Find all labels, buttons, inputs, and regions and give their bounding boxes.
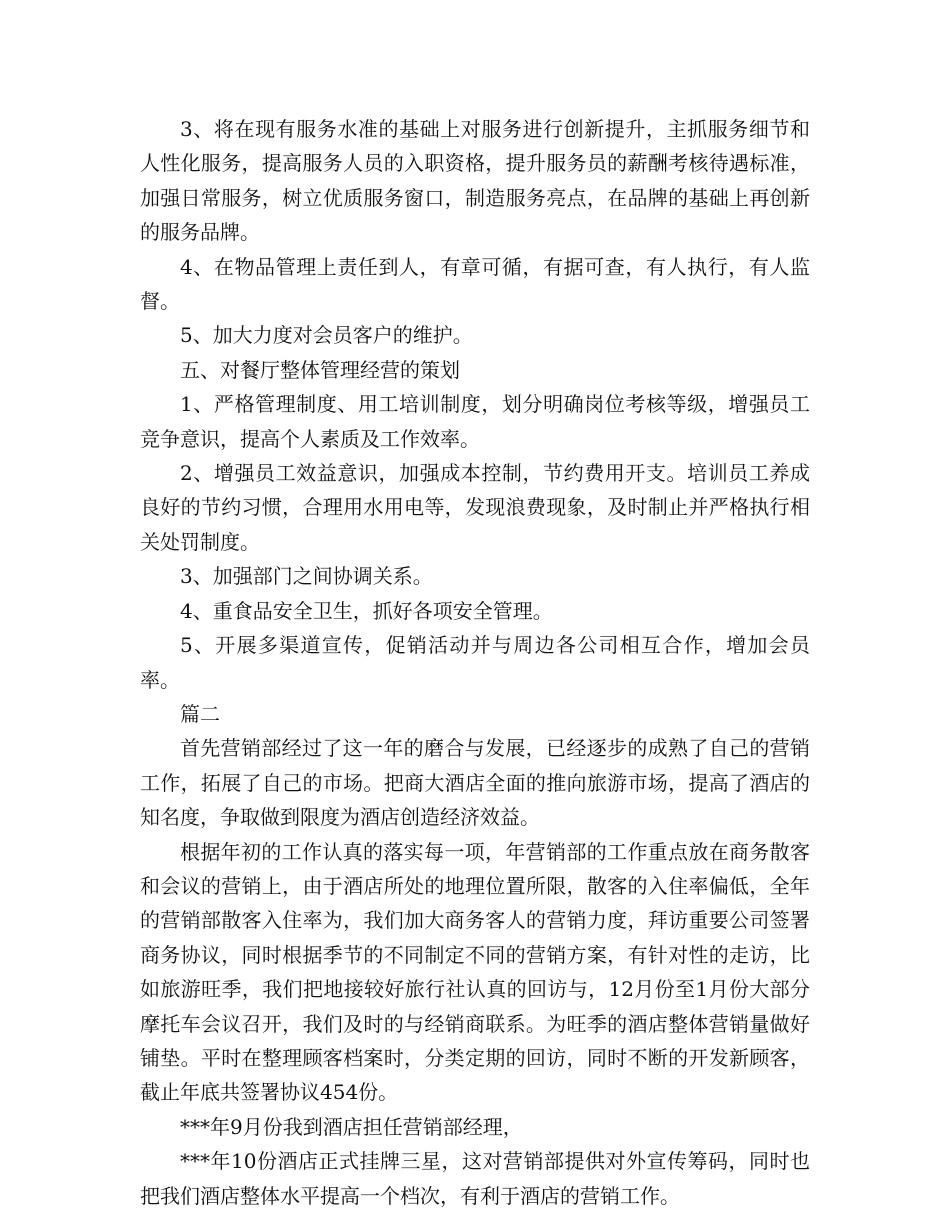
paragraph-annual-work: 根据年初的工作认真的落实每一项，年营销部的工作重点放在商务散客和会议的营销上，由于酒店所处的地理位置所限，散客的入住率偏低，全年的营销部散客入住率为，我们加大商务客人的营销力度，拜访重要公司签署商务协议，同时根据季节的不同制定不同的营销方案，有针对性的走访，比如旅游旺季，我们把地接较好旅行社认真的回访与，12月份至1月份大部分摩托车会议召开，我们及时的与经销商联系。为旺季的酒店整体营销量做好铺垫。平时在整理顾客档案时，分类定期的回访，同时不断的开发新顾客，截止年底共签署协议454份。: [140, 839, 810, 1105]
paragraph-marketing-development: 首先营销部经过了这一年的磨合与发展，已经逐步的成熟了自己的营销工作，拓展了自己的市场。把商大酒店全面的推向旅游市场，提高了酒店的知名度，争取做到限度为酒店创造经济效益。: [140, 736, 810, 830]
paragraph-department-coordination: 3、加强部门之间协调关系。: [180, 564, 433, 589]
paragraph-cost-control: 2、增强员工效益意识，加强成本控制，节约费用开支。培训员工养成良好的节约习惯，合理用水用电等，发现浪费现象，及时制止并严格执行相关处罚制度。: [140, 461, 810, 554]
paragraph-member-maintenance: 5、加大力度对会员客户的维护。: [180, 323, 473, 348]
paragraph-three-star: ***年10份酒店正式挂牌三星，这对营销部提供对外宣传筹码，同时也把我们酒店整体水平提高一个档次，有利于酒店的营销工作。: [140, 1149, 810, 1208]
paragraph-appointment: ***年9月份我到酒店担任营销部经理，: [180, 1114, 523, 1139]
paragraph-service-innovation: 3、将在现有服务水准的基础上对服务进行创新提升，主抓服务细节和人性化服务，提高服务人员的入职资格，提升服务员的薪酬考核待遇标准，加强日常服务，树立优质服务窗口，制造服务亮点，在品牌的基础上再创新的服务品牌。: [140, 117, 810, 245]
paragraph-management-system: 1、严格管理制度、用工培训制度，划分明确岗位考核等级，增强员工竞争意识，提高个人素质及工作效率。: [140, 392, 810, 451]
paragraph-food-safety: 4、重食品安全卫生，抓好各项安全管理。: [180, 598, 553, 623]
document-page: [140, 112, 810, 1213]
section-heading-part-two: 篇二: [180, 701, 220, 726]
section-heading-restaurant-planning: 五、对餐厅整体管理经营的策划: [180, 357, 460, 382]
paragraph-promotion: 5、开展多渠道宣传，促销活动并与周边各公司相互合作，增加会员率。: [140, 633, 810, 692]
paragraph-goods-management: 4、在物品管理上责任到人，有章可循，有据可查，有人执行，有人监督。: [140, 254, 810, 314]
